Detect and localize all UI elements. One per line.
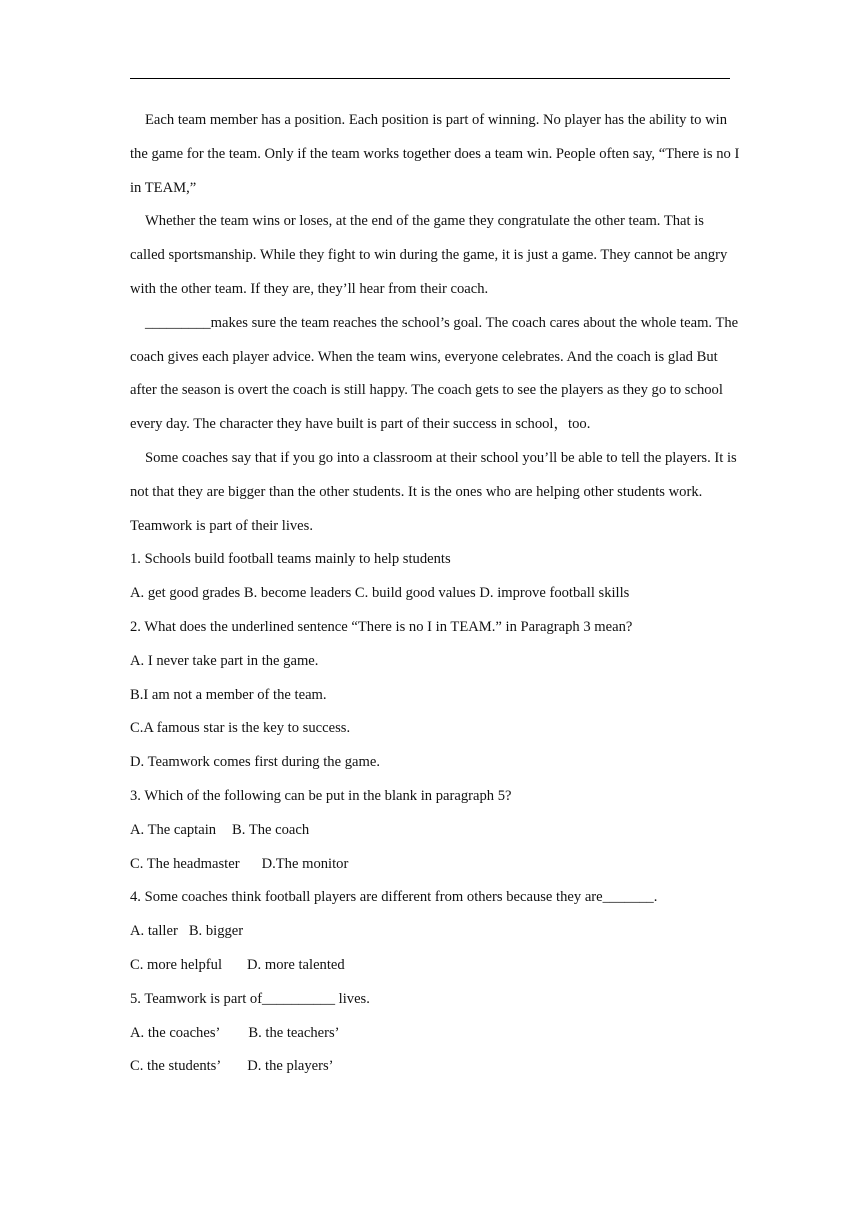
paragraph-1: Each team member has a position. Each position is part of winning. No player has the ability to win the game for the team. Only if the team works together does a team win. People often say, “There is no I in TEAM,”: [130, 112, 740, 196]
question-3-option-b: B. The coach: [232, 821, 310, 838]
question-3-options-cd: [130, 848, 740, 882]
question-3-option-d: D.The monitor: [261, 855, 349, 872]
document-body: [130, 104, 740, 1084]
question-1-stem: 1. Schools build football teams mainly to help students: [130, 551, 451, 568]
question-5-stem: 5. Teamwork is part of__________ lives.: [130, 990, 370, 1007]
paragraph-3-blank: _________: [145, 314, 211, 331]
paragraph-2: Whether the team wins or loses, at the end of the game they congratulate the other team. That is called sportsmanship. While they fight to win during the game, it is just a game. They cannot be angry with the other team. If they are, they’ll hear from their coach.: [130, 213, 728, 297]
question-2-option-a: A. I never take part in the game.: [130, 652, 319, 669]
question-3-options-ab: [130, 814, 740, 848]
question-5-option-a: A. the coaches’: [130, 1024, 221, 1041]
paragraph-3-text: makes sure the team reaches the school’s goal. The coach cares about the whole team. The coach gives each player advice. When the team wins, everyone celebrates. And the coach is glad But after the season is overt the coach is still happy. The coach gets to see the players as they go to school every day. The character they have built is part of their success in school，too.: [130, 314, 739, 433]
question-2-option-b: B.I am not a member of the team.: [130, 686, 327, 703]
paragraph-4: Some coaches say that if you go into a classroom at their school you’ll be able to tell the players. It is not that they are bigger than the other students. It is the ones who are helping other students work. Teamwork is part of their lives.: [130, 449, 737, 534]
paragraph-3: [130, 307, 740, 442]
question-5-option-c: C. the students’: [130, 1058, 222, 1075]
question-4-stem: 4. Some coaches think football players are different from others because they are_______.: [130, 889, 658, 906]
question-3-option-a: A. The captain: [130, 821, 217, 838]
question-1-options: A. get good grades B. become leaders C. build good values D. improve football skills: [130, 585, 630, 602]
question-2-option-d: D. Teamwork comes first during the game.: [130, 754, 380, 771]
header-rule: [130, 78, 730, 79]
question-2-stem: 2. What does the underlined sentence “There is no I in TEAM.” in Paragraph 3 mean?: [130, 618, 633, 635]
question-4-option-c: C. more helpful: [130, 956, 223, 973]
question-4-option-d: D. more talented: [247, 956, 345, 973]
question-4-options-ab: [130, 915, 740, 949]
question-5-options-ab: [130, 1017, 740, 1051]
question-5-option-d: D. the players’: [247, 1058, 334, 1075]
question-5-options-cd: [130, 1050, 740, 1084]
question-3-option-c: C. The headmaster: [130, 855, 240, 872]
question-4-option-a: A. taller: [130, 923, 178, 940]
question-2-option-c: C.A famous star is the key to success.: [130, 720, 351, 737]
question-4-option-b: B. bigger: [188, 923, 244, 940]
question-5-option-b: B. the teachers’: [248, 1024, 340, 1041]
question-4-options-cd: [130, 949, 740, 983]
question-3-stem: 3. Which of the following can be put in the blank in paragraph 5?: [130, 787, 512, 804]
